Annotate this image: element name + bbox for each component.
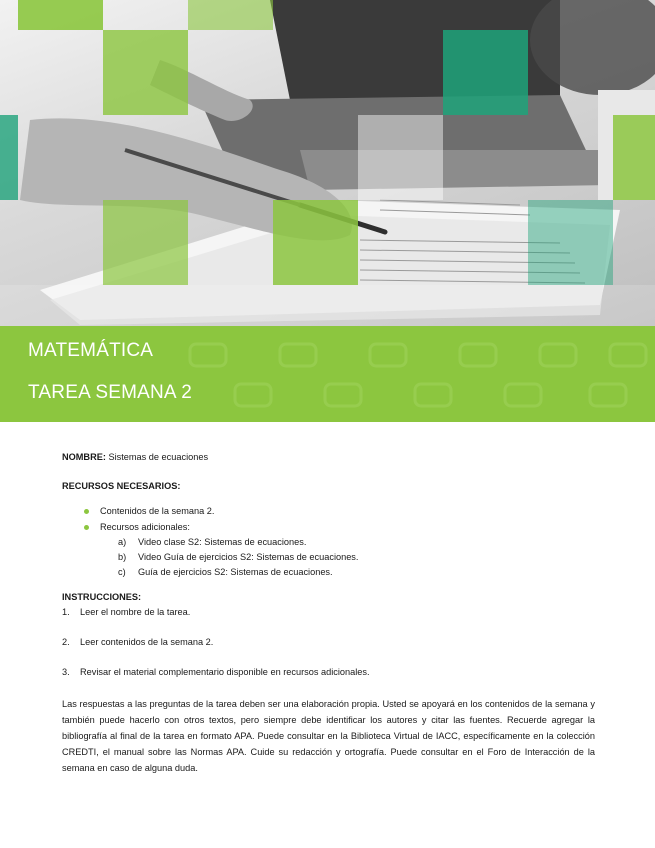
deco-square [528,200,613,285]
resource-text: Contenidos de la semana 2. [100,506,215,516]
sub-resource-text: Video Guía de ejercicios S2: Sistemas de ecuaciones. [138,552,359,562]
sub-resource-text: Guía de ejercicios S2: Sistemas de ecuaciones. [138,567,333,577]
instruction-number: 2. [62,637,70,647]
bullet-icon [84,525,89,530]
instructions-heading: INSTRUCCIONES: [62,592,142,602]
instruction-text: Leer el nombre de la tarea. [80,607,191,617]
sub-resource-text: Video clase S2: Sistemas de ecuaciones. [138,537,307,547]
deco-square [188,0,273,30]
deco-square [443,30,528,115]
name-value: Sistemas de ecuaciones [108,452,209,462]
name-label: NOMBRE: [62,452,109,462]
deco-square [0,115,18,200]
header-illustration [0,0,655,326]
instruction-text: Leer contenidos de la semana 2. [80,637,214,647]
deco-square [613,115,655,200]
instructions-paragraph: Las respuestas a las preguntas de la tarea deben ser una elaboración propia. Usted se apoyará en los contenidos de la semana y también puede hacerlo con otros textos, pero siempre debe identificar los autores y citar las fuentes. Recuerde agregar la bibliografía al final de la tarea en formato APA. Puede consultar en la Biblioteca Virtual de IACC, específicamente en la colección CREDTI, el manual sobre las Normas APA. Cuide su redacción y ortografía. Puede consultar en el Foro de Interacción de la semana en caso de alguna duda. [62,699,595,773]
resource-text: Recursos adicionales: [100,522,190,532]
deco-square [103,200,188,285]
sub-letter: c) [118,567,126,577]
assignment-name [62,452,208,464]
deco-square [18,0,103,30]
instruction-number: 3. [62,667,70,677]
sub-letter: b) [118,552,127,562]
task-title: TAREA SEMANA 2 [28,382,193,403]
deco-square [273,200,358,285]
header-photo [0,0,655,326]
deco-square [358,115,443,200]
resources-heading: RECURSOS NECESARIOS: [62,481,181,491]
bullet-icon [84,509,89,514]
sub-letter: a) [118,537,127,547]
instruction-text: Revisar el material complementario disponible en recursos adicionales. [80,667,370,677]
subject-title: MATEMÁTICA [28,340,154,361]
instruction-number: 1. [62,607,70,617]
title-banner [0,326,655,422]
deco-square [103,30,188,115]
